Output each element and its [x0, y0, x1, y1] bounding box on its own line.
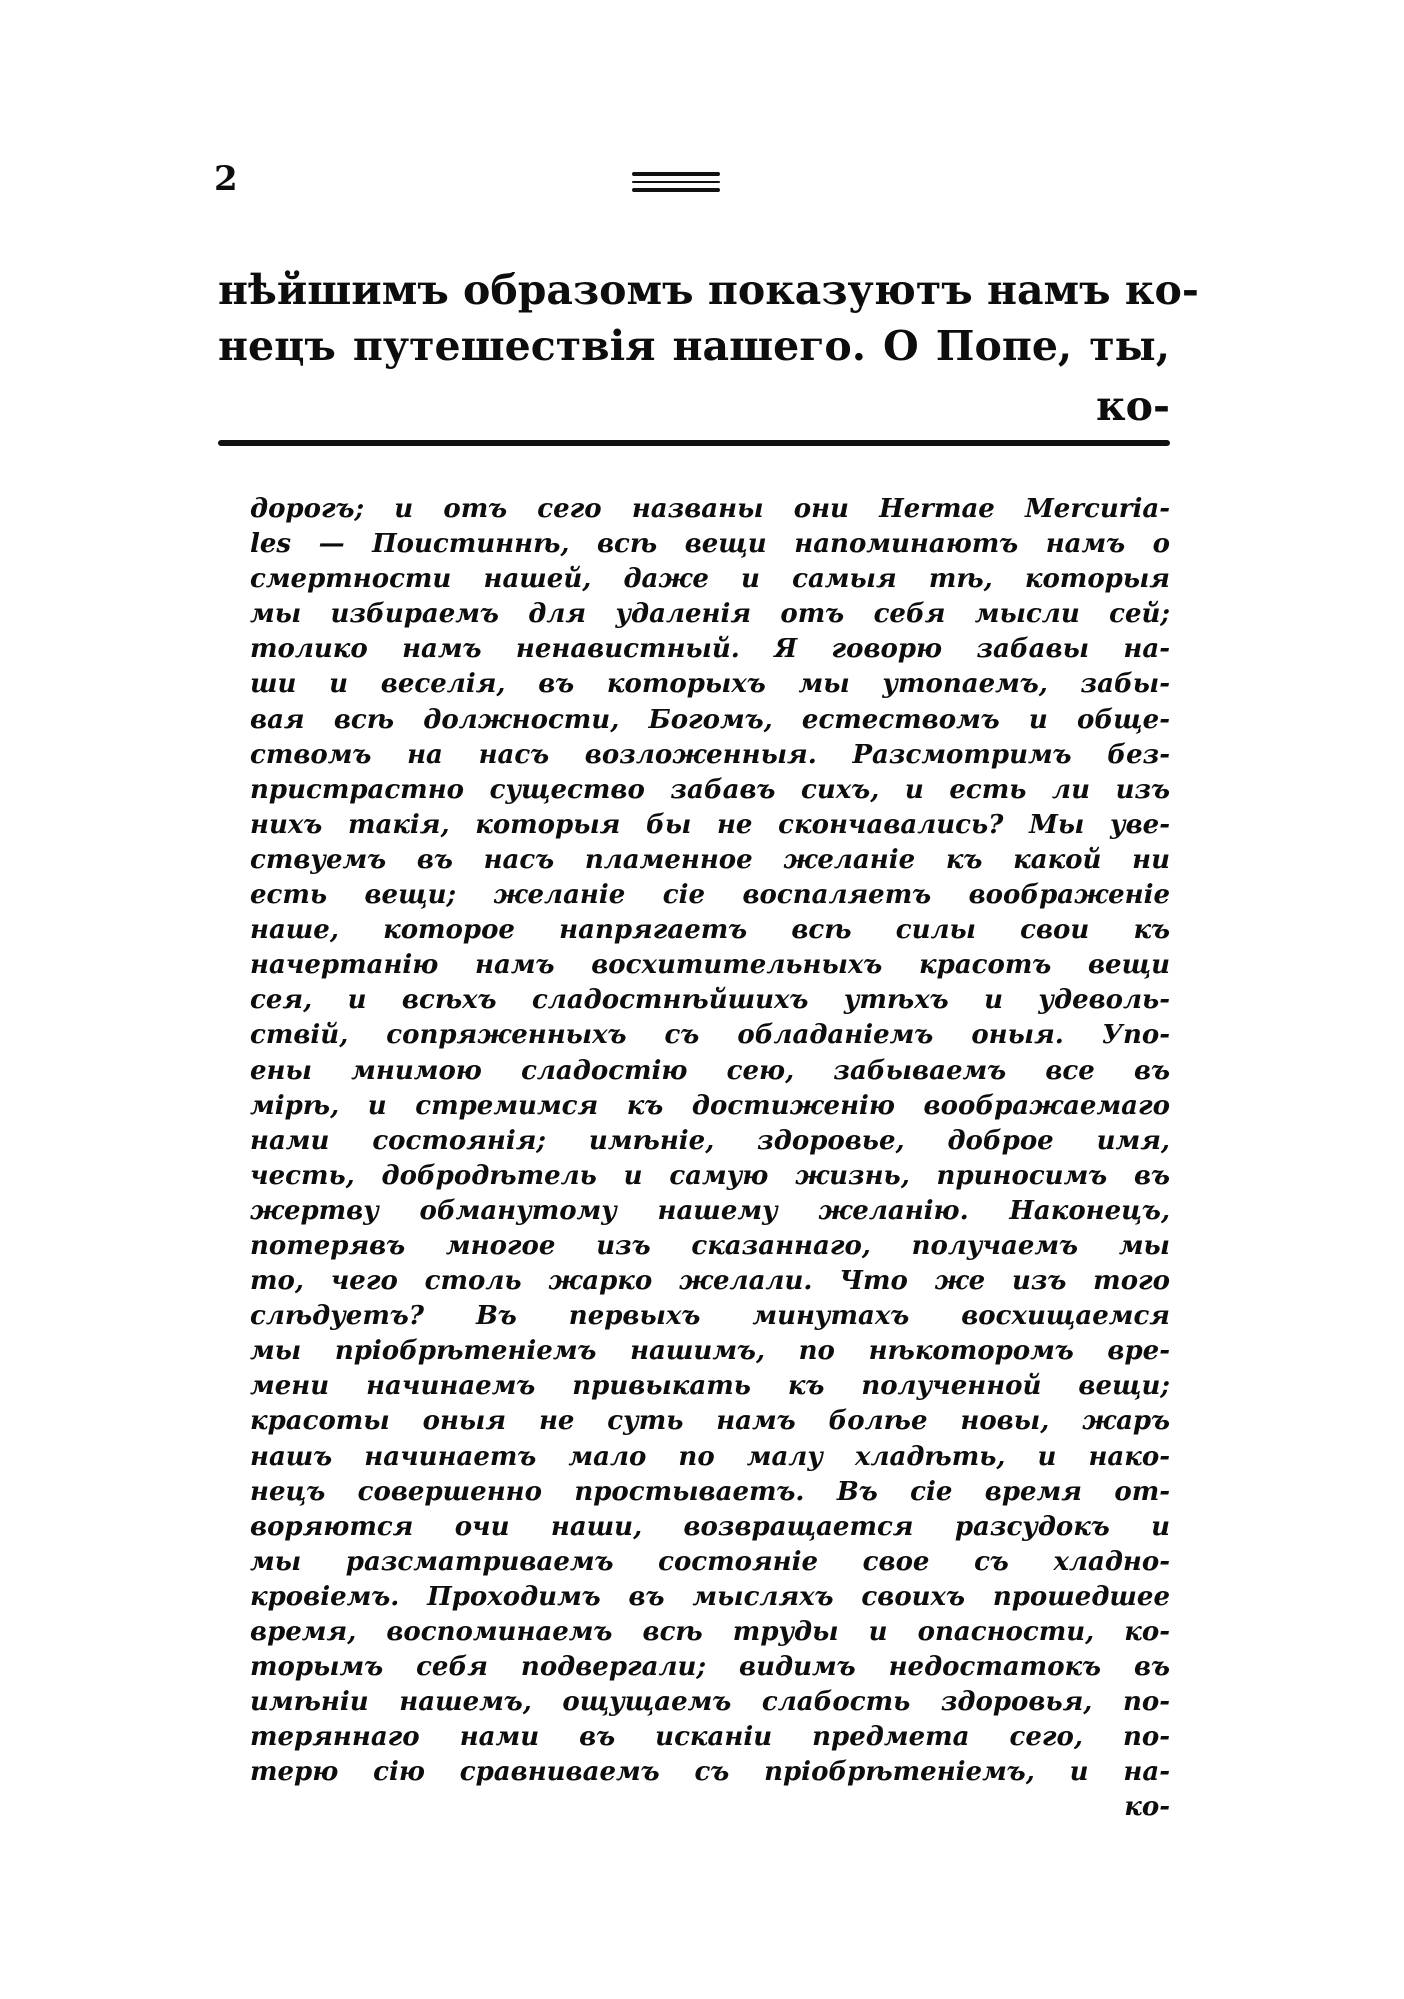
catchword: ко-: [1096, 382, 1170, 430]
footnote-line: есть вещи; желаніе сіе воспаляетъ воображеніе: [250, 880, 1170, 911]
page-number: 2: [214, 159, 238, 199]
footnote-line: время, воспоминаемъ всѣ труды и опасности, ко-: [250, 1617, 1170, 1647]
footnote-block: [250, 492, 1170, 1826]
footnote-line: слѣдуетъ? Въ первыхъ минутахъ восхищаемся: [250, 1301, 1170, 1332]
main-text-line: нецъ путешествія нашего. О Попе, ты,: [218, 322, 1170, 370]
footnote-line: мени начинаемъ привыкать къ полученной вещи;: [250, 1371, 1170, 1402]
footnote-line: потерявъ многое изъ сказаннаго, получаемъ мы: [250, 1230, 1170, 1261]
footnote-line: нихъ такія, которыя бы не скончавались? Мы уве-: [250, 809, 1170, 840]
ornament-bar-bottom: [632, 188, 720, 192]
footnote-line: нашъ начинаетъ мало по малу хладѣть, и нако-: [250, 1441, 1170, 1472]
main-text-line: нѣйшимъ образомъ показуютъ намъ ко-: [218, 266, 1199, 314]
footnote-line: вая всѣ должности, Богомъ, естествомъ и обще-: [250, 704, 1170, 735]
main-text-block: [218, 262, 1199, 434]
footnote-catchword: ко-: [1124, 1792, 1170, 1823]
footnote-line: ши и веселія, въ которыхъ мы утопаемъ, забы-: [250, 669, 1170, 700]
footnote-line: смертности нашей, даже и самыя тѣ, которыя: [250, 564, 1170, 595]
footnote-line: ствуемъ въ насъ пламенное желаніе къ какой ни: [250, 844, 1170, 875]
footnote-line: торымъ себя подвергали; видимъ недостатокъ въ: [250, 1652, 1170, 1683]
ornament-bar-middle: [632, 181, 720, 183]
footnote-line: мы пріобрѣтеніемъ нашимъ, по нѣкоторомъ вре-: [250, 1336, 1170, 1367]
footnote-separator-rule: [218, 440, 1170, 446]
footnote-line: кровіемъ. Проходимъ въ мысляхъ своихъ прошедшее: [250, 1581, 1170, 1612]
footnote-line: ствомъ на насъ возложенныя. Разсмотримъ без-: [250, 739, 1170, 770]
footnote-line: мы разсматриваемъ состояніе свое съ хладно-: [250, 1546, 1170, 1577]
footnote-line: мірѣ, и стремимся къ достиженію воображаемаго: [250, 1090, 1170, 1121]
footnote-line: начертанію намъ восхитительныхъ красотъ вещи: [250, 950, 1170, 981]
footnote-line: честь, добродѣтель и самую жизнь, приносимъ въ: [250, 1160, 1170, 1191]
footnote-line: нецъ совершенно простываетъ. Въ сіе время от-: [250, 1476, 1170, 1507]
footnote-line: то, чего столь жарко желали. Что же изъ того: [250, 1266, 1170, 1297]
footnote-line: дорогъ; и отъ сего названы они Hermae Mercuria-: [250, 494, 1170, 524]
footnote-line: имѣніи нашемъ, ощущаемъ слабость здоровья, по-: [250, 1687, 1170, 1718]
footnote-line: les — Поистиннѣ, всѣ вещи напоминаютъ намъ о: [250, 529, 1170, 560]
footnote-line: сея, и всѣхъ сладостнѣйшихъ утѣхъ и удеволь-: [250, 985, 1170, 1016]
footnote-line: теряннаго нами въ исканіи предмета сего, по-: [250, 1722, 1170, 1753]
footnote-line: наше, которое напрягаетъ всѣ силы свои къ: [250, 915, 1170, 946]
footnote-line: жертву обманутому нашему желанію. Наконецъ,: [250, 1195, 1170, 1226]
footnote-line: пристрастно существо забавъ сихъ, и есть ли изъ: [250, 774, 1170, 805]
footnote-line: мы избираемъ для удаленія отъ себя мысли сей;: [250, 599, 1170, 630]
footnote-line: ствій, сопряженныхъ съ обладаніемъ оныя. Упо-: [250, 1020, 1170, 1051]
header-ornament: [632, 172, 720, 197]
footnote-line: терю сію сравниваемъ съ пріобрѣтеніемъ, и на-: [250, 1757, 1170, 1788]
footnote-line: нами состоянія; имѣніе, здоровье, доброе имя,: [250, 1125, 1170, 1156]
footnote-line: красоты оныя не суть намъ болѣе новы, жаръ: [250, 1406, 1170, 1437]
ornament-bar-top: [632, 172, 720, 176]
footnote-line: толико намъ ненавистный. Я говорю забавы на-: [250, 634, 1170, 665]
footnote-line: ены мнимою сладостію сею, забываемъ все въ: [250, 1055, 1170, 1086]
footnote-line: воряются очи наши, возвращается разсудокъ и: [250, 1511, 1170, 1542]
